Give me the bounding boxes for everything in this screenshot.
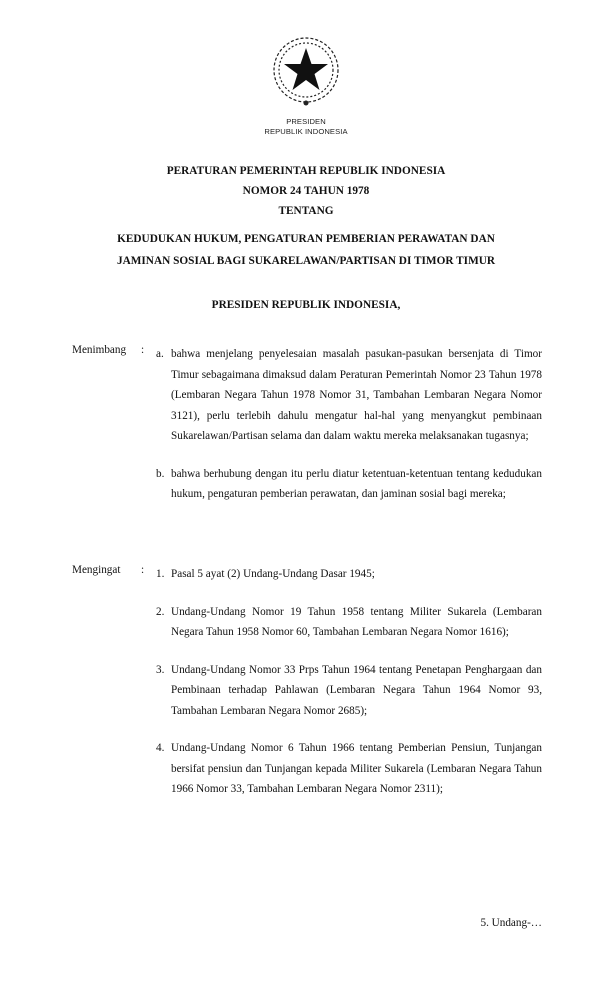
item-marker: b. (156, 467, 165, 480)
list-item (156, 660, 542, 722)
regulation-title: PERATURAN PEMERINTAH REPUBLIK INDONESIA (166, 165, 446, 177)
list-item (156, 602, 542, 643)
section-label: Mengingat (72, 564, 121, 576)
item-marker: 2. (156, 605, 165, 618)
regulation-subject-line1: KEDUDUKAN HUKUM, PENGATURAN PEMBERIAN PERAWATAN DAN (117, 233, 495, 245)
item-text: Undang-Undang Nomor 19 Tahun 1958 tentang Militer Sukarela (Lembaran Negara Tahun 1958 Nomor 60, Tambahan Lembaran Negara Nomor 1616); (171, 605, 542, 638)
president-heading: PRESIDEN REPUBLIK INDONESIA, (211, 299, 401, 311)
section-label: Menimbang (72, 344, 127, 356)
section-colon: : (141, 344, 145, 356)
regulation-subject-line2: JAMINAN SOSIAL BAGI SUKARELAWAN/PARTISAN DI TIMOR TIMUR (116, 255, 496, 267)
item-text: Pasal 5 ayat (2) Undang-Undang Dasar 1945; (171, 568, 375, 580)
list-item (156, 344, 542, 447)
item-marker: 3. (156, 663, 165, 676)
regulation-about: TENTANG (278, 205, 334, 217)
item-text: bahwa menjelang penyelesaian masalah pasukan-pasukan bersenjata di Timor Timur sebagaimana dimaksud dalam Peraturan Pemerintah Nomor 23 Tahun 1978 (Lembaran Negara Tahun 1978 Nomor 31, Tambahan Lembaran Negara Nomor 3121), perlu terlebih dahulu mengatur hal-hal yang menyangkut pembinaan Sukarelawan/Partisan selama dan dalam waktu mereka melaksanakan tugasnya; (171, 348, 542, 442)
item-marker: 1. (156, 568, 165, 580)
item-text: bahwa berhubung dengan itu perlu diatur ketentuan-ketentuan tentang kedudukan hukum, pengaturan pemberian perawatan, dan jaminan sosial bagi mereka; (171, 467, 542, 500)
menimbang-section (72, 344, 542, 505)
garuda-star-emblem (266, 32, 346, 112)
list-item (156, 464, 542, 505)
section-colon: : (141, 564, 145, 576)
regulation-number: NOMOR 24 TAHUN 1978 (242, 185, 370, 197)
letterhead-republic: REPUBLIK INDONESIA (264, 127, 348, 136)
item-text: Undang-Undang Nomor 6 Tahun 1966 tentang Pemberian Pensiun, Tunjangan bersifat pensiun dan Tunjangan kepada Militer Sukarela (Lembaran Negara Tahun 1966 Nomor 33, Tambahan Lembaran Negara Nomor 2311); (171, 742, 542, 795)
letterhead-president: PRESIDEN (286, 117, 326, 126)
item-marker: a. (156, 348, 164, 360)
item-marker: 4. (156, 742, 165, 754)
mengingat-section (72, 564, 542, 800)
continuation-marker: 5. Undang-… (480, 917, 542, 929)
list-item (156, 564, 542, 585)
item-text: Undang-Undang Nomor 33 Prps Tahun 1964 tentang Penetapan Penghargaan dan Pembinaan terhadap Pahlawan (Lembaran Negara Tahun 1964 Nomor 93, Tambahan Lembaran Negara Nomor 2685); (171, 663, 542, 717)
list-item (156, 738, 542, 800)
